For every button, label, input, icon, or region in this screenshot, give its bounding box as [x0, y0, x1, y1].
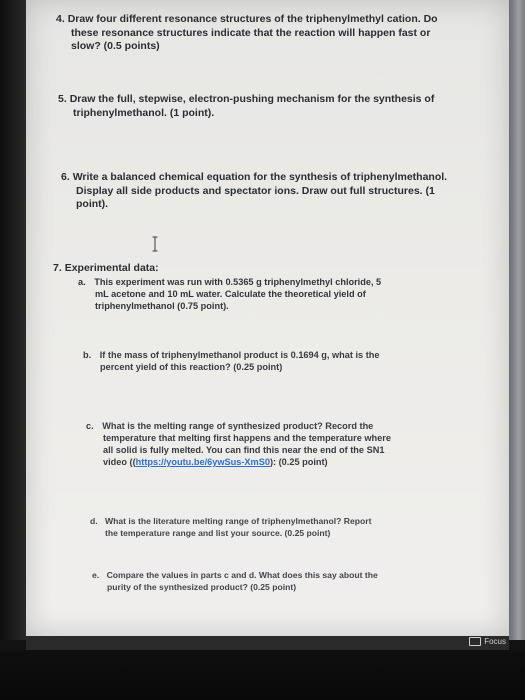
- question-5-line-2: triphenylmethanol. (1 point).: [73, 106, 215, 119]
- question-7a-text-1: This experiment was run with 0.5365 g triphenylmethyl chloride, 5: [94, 277, 382, 287]
- question-5: [58, 93, 488, 120]
- question-7c-line-4-suffix: ): (0.25 point): [269, 457, 328, 467]
- question-7c: [86, 420, 476, 468]
- question-7a-line-3: triphenylmethanol (0.75 point).: [95, 301, 229, 311]
- question-7-number: 7.: [53, 262, 62, 274]
- question-7e-line-1: [92, 570, 472, 582]
- question-7a-label: a.: [78, 277, 86, 287]
- question-5-line-1: [58, 93, 488, 107]
- question-4-text-1: Draw four different resonance structures of the triphenylmethyl cation. Do: [67, 13, 438, 25]
- focus-label: Focus: [484, 636, 506, 646]
- question-7a-line-1: [78, 276, 478, 288]
- question-6-text-1: Write a balanced chemical equation for the synthesis of triphenylmethanol.: [72, 171, 448, 183]
- word-status-bar: [26, 636, 509, 650]
- question-4-line-2: these resonance structures indicate that the reaction will happen fast or: [71, 26, 431, 39]
- question-7-title: Experimental data:: [64, 262, 159, 274]
- left-bezel: [0, 0, 26, 640]
- question-7d-label: d.: [90, 516, 98, 526]
- question-7d: [90, 516, 470, 539]
- question-7a-line-2: mL acetone and 10 mL water. Calculate the theoretical yield of: [95, 289, 366, 299]
- question-4: [56, 13, 496, 54]
- question-7e-text-1: Compare the values in parts c and d. What does this say about the: [106, 570, 378, 580]
- question-6-number: 6.: [61, 171, 70, 183]
- question-7b-label: b.: [83, 350, 92, 360]
- question-7a: [78, 276, 478, 312]
- question-7c-line-4-prefix: video ((: [103, 457, 136, 467]
- question-7b: [83, 349, 473, 373]
- question-7b-text-1: If the mass of triphenylmethanol product is 0.1694 g, what is the: [99, 350, 380, 360]
- scrollbar-area[interactable]: [509, 0, 525, 640]
- document-page: [26, 0, 509, 636]
- youtube-video-link[interactable]: https://youtu.be/6ywSus-XmS0: [135, 457, 270, 467]
- question-7d-text-1: What is the literature melting range of triphenylmethanol? Report: [105, 516, 372, 526]
- question-5-text-1: Draw the full, stepwise, electron-pushing mechanism for the synthesis of: [69, 93, 435, 105]
- question-7e-line-2: purity of the synthesized product? (0.25 point): [107, 581, 297, 592]
- question-7b-line-1: [83, 349, 473, 361]
- question-7: [53, 262, 483, 276]
- question-6-line-1: [61, 171, 491, 185]
- text-cursor-icon: [151, 236, 159, 252]
- question-4-line-3: slow? (0.5 points): [71, 40, 160, 52]
- focus-icon: [469, 637, 481, 646]
- question-7c-label: c.: [86, 421, 94, 431]
- bottom-bezel: [0, 650, 525, 700]
- question-7d-line-2: the temperature range and list your source. (0.25 point): [105, 527, 331, 538]
- question-7c-line-1: [86, 420, 476, 432]
- question-4-number: 4.: [56, 13, 65, 25]
- question-7c-line-4: [86, 456, 476, 468]
- question-7d-line-1: [90, 516, 470, 528]
- question-7c-line-3: all solid is fully melted. You can find this near the end of the SN1: [103, 445, 385, 455]
- question-7c-line-2: temperature that melting first happens and the temperature where: [103, 433, 391, 443]
- question-7e-label: e.: [92, 570, 100, 580]
- question-7c-text-1: What is the melting range of synthesized product? Record the: [102, 421, 374, 431]
- question-6-line-3: point).: [76, 198, 109, 210]
- question-4-line-1: [56, 13, 496, 27]
- question-7e: [92, 570, 472, 593]
- question-5-number: 5.: [58, 93, 67, 105]
- focus-mode-button[interactable]: [466, 634, 511, 648]
- question-7b-line-2: percent yield of this reaction? (0.25 point): [100, 362, 283, 372]
- question-6-line-2: Display all side products and spectator ions. Draw out full structures. (1: [76, 184, 435, 197]
- question-6: [61, 171, 491, 212]
